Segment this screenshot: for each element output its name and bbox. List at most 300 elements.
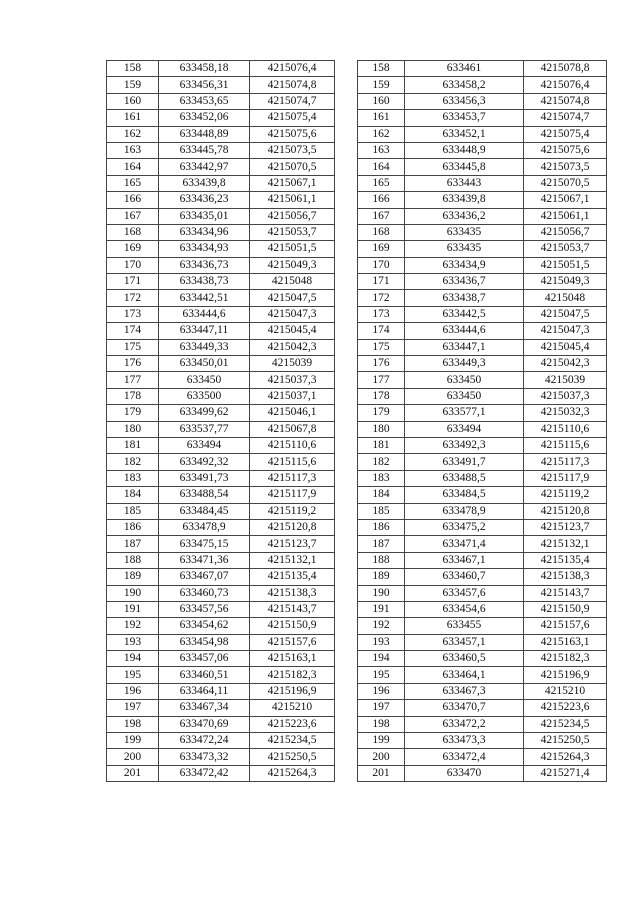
point-number-cell: 173: [358, 306, 405, 322]
x-coordinate-cell: 633491,73: [159, 470, 250, 486]
x-coordinate-cell: 633436,2: [405, 208, 524, 224]
table-row: [107, 241, 335, 257]
table-row: [358, 470, 607, 486]
y-coordinate-cell: 4215075,4: [250, 110, 335, 126]
x-coordinate-cell: 633467,07: [159, 569, 250, 585]
table-row: [107, 683, 335, 699]
table-row: [358, 552, 607, 568]
y-coordinate-cell: 4215053,7: [250, 224, 335, 240]
x-coordinate-cell: 633460,73: [159, 585, 250, 601]
point-number-cell: 201: [358, 765, 405, 781]
y-coordinate-cell: 4215157,6: [250, 634, 335, 650]
table-row: [107, 142, 335, 158]
table-row: [107, 290, 335, 306]
y-coordinate-cell: 4215074,8: [524, 93, 607, 109]
point-number-cell: 187: [107, 536, 159, 552]
y-coordinate-cell: 4215210: [250, 700, 335, 716]
table-row: [107, 306, 335, 322]
point-number-cell: 198: [107, 716, 159, 732]
y-coordinate-cell: 4215110,6: [524, 421, 607, 437]
y-coordinate-cell: 4215046,1: [250, 405, 335, 421]
y-coordinate-cell: 4215048: [524, 290, 607, 306]
x-coordinate-cell: 633443: [405, 175, 524, 191]
y-coordinate-cell: 4215117,9: [524, 470, 607, 486]
point-number-cell: 178: [107, 388, 159, 404]
table-row: [107, 765, 335, 781]
y-coordinate-cell: 4215047,3: [250, 306, 335, 322]
table-row: [107, 388, 335, 404]
x-coordinate-cell: 633447,1: [405, 339, 524, 355]
table-body: [358, 61, 607, 782]
x-coordinate-cell: 633438,73: [159, 274, 250, 290]
y-coordinate-cell: 4215039: [250, 356, 335, 372]
x-coordinate-cell: 633470: [405, 765, 524, 781]
point-number-cell: 173: [107, 306, 159, 322]
point-number-cell: 194: [107, 651, 159, 667]
table-row: [107, 519, 335, 535]
point-number-cell: 195: [358, 667, 405, 683]
x-coordinate-cell: 633449,3: [405, 356, 524, 372]
y-coordinate-cell: 4215032,3: [524, 405, 607, 421]
x-coordinate-cell: 633458,18: [159, 61, 250, 77]
table-row: [358, 306, 607, 322]
x-coordinate-cell: 633450: [405, 388, 524, 404]
table-row: [358, 241, 607, 257]
table-row: [107, 61, 335, 77]
point-number-cell: 161: [358, 110, 405, 126]
x-coordinate-cell: 633492,32: [159, 454, 250, 470]
x-coordinate-cell: 633436,73: [159, 257, 250, 273]
point-number-cell: 160: [107, 93, 159, 109]
table-row: [107, 339, 335, 355]
y-coordinate-cell: 4215075,4: [524, 126, 607, 142]
y-coordinate-cell: 4215045,4: [524, 339, 607, 355]
point-number-cell: 193: [358, 634, 405, 650]
table-row: [107, 454, 335, 470]
y-coordinate-cell: 4215117,3: [250, 470, 335, 486]
table-row: [107, 77, 335, 93]
point-number-cell: 190: [107, 585, 159, 601]
x-coordinate-cell: 633577,1: [405, 405, 524, 421]
point-number-cell: 168: [358, 224, 405, 240]
point-number-cell: 199: [107, 733, 159, 749]
x-coordinate-cell: 633442,97: [159, 159, 250, 175]
point-number-cell: 164: [107, 159, 159, 175]
table-row: [358, 323, 607, 339]
x-coordinate-cell: 633470,7: [405, 700, 524, 716]
y-coordinate-cell: 4215234,5: [524, 716, 607, 732]
point-number-cell: 181: [107, 437, 159, 453]
y-coordinate-cell: 4215110,6: [250, 437, 335, 453]
y-coordinate-cell: 4215067,1: [524, 192, 607, 208]
table-row: [358, 208, 607, 224]
point-number-cell: 182: [107, 454, 159, 470]
x-coordinate-cell: 633436,23: [159, 192, 250, 208]
y-coordinate-cell: 4215196,9: [250, 683, 335, 699]
x-coordinate-cell: 633537,77: [159, 421, 250, 437]
table-row: [358, 290, 607, 306]
table-row: [358, 716, 607, 732]
point-number-cell: 158: [107, 61, 159, 77]
y-coordinate-cell: 4215037,3: [250, 372, 335, 388]
table-row: [107, 700, 335, 716]
y-coordinate-cell: 4215076,4: [524, 77, 607, 93]
x-coordinate-cell: 633444,6: [405, 323, 524, 339]
y-coordinate-cell: 4215051,5: [250, 241, 335, 257]
x-coordinate-cell: 633457,56: [159, 601, 250, 617]
point-number-cell: 194: [358, 651, 405, 667]
x-coordinate-cell: 633435: [405, 241, 524, 257]
table-row: [358, 487, 607, 503]
table-row: [107, 470, 335, 486]
point-number-cell: 191: [358, 601, 405, 617]
point-number-cell: 167: [107, 208, 159, 224]
table-row: [107, 601, 335, 617]
table-row: [358, 733, 607, 749]
x-coordinate-cell: 633492,3: [405, 437, 524, 453]
table-row: [358, 77, 607, 93]
x-coordinate-cell: 633467,1: [405, 552, 524, 568]
x-coordinate-cell: 633473,32: [159, 749, 250, 765]
point-number-cell: 170: [358, 257, 405, 273]
point-number-cell: 171: [358, 274, 405, 290]
y-coordinate-cell: 4215049,3: [524, 274, 607, 290]
y-coordinate-cell: 4215234,5: [250, 733, 335, 749]
table-row: [107, 651, 335, 667]
y-coordinate-cell: 4215037,3: [524, 388, 607, 404]
point-number-cell: 175: [358, 339, 405, 355]
table-row: [358, 667, 607, 683]
table-row: [358, 585, 607, 601]
table-row: [107, 634, 335, 650]
y-coordinate-cell: 4215078,8: [524, 61, 607, 77]
point-number-cell: 192: [358, 618, 405, 634]
x-coordinate-cell: 633435: [405, 224, 524, 240]
x-coordinate-cell: 633452,06: [159, 110, 250, 126]
table-row: [107, 126, 335, 142]
point-number-cell: 168: [107, 224, 159, 240]
point-number-cell: 160: [358, 93, 405, 109]
x-coordinate-cell: 633434,96: [159, 224, 250, 240]
table-row: [358, 634, 607, 650]
point-number-cell: 191: [107, 601, 159, 617]
point-number-cell: 166: [107, 192, 159, 208]
y-coordinate-cell: 4215047,5: [250, 290, 335, 306]
point-number-cell: 169: [107, 241, 159, 257]
point-number-cell: 162: [358, 126, 405, 142]
table-row: [358, 175, 607, 191]
table-row: [107, 716, 335, 732]
table-row: [358, 601, 607, 617]
point-number-cell: 201: [107, 765, 159, 781]
y-coordinate-cell: 4215223,6: [524, 700, 607, 716]
x-coordinate-cell: 633472,24: [159, 733, 250, 749]
x-coordinate-cell: 633439,8: [159, 175, 250, 191]
x-coordinate-cell: 633453,65: [159, 93, 250, 109]
point-number-cell: 174: [358, 323, 405, 339]
y-coordinate-cell: 4215073,5: [524, 159, 607, 175]
y-coordinate-cell: 4215070,5: [524, 175, 607, 191]
table-row: [358, 192, 607, 208]
y-coordinate-cell: 4215123,7: [250, 536, 335, 552]
x-coordinate-cell: 633439,8: [405, 192, 524, 208]
x-coordinate-cell: 633452,1: [405, 126, 524, 142]
x-coordinate-cell: 633488,54: [159, 487, 250, 503]
y-coordinate-cell: 4215039: [524, 372, 607, 388]
y-coordinate-cell: 4215143,7: [250, 601, 335, 617]
x-coordinate-cell: 633457,1: [405, 634, 524, 650]
table-row: [107, 585, 335, 601]
y-coordinate-cell: 4215163,1: [524, 634, 607, 650]
x-coordinate-cell: 633478,9: [405, 503, 524, 519]
y-coordinate-cell: 4215250,5: [250, 749, 335, 765]
x-coordinate-cell: 633449,33: [159, 339, 250, 355]
point-number-cell: 179: [107, 405, 159, 421]
y-coordinate-cell: 4215075,6: [250, 126, 335, 142]
y-coordinate-cell: 4215042,3: [250, 339, 335, 355]
point-number-cell: 192: [107, 618, 159, 634]
point-number-cell: 186: [107, 519, 159, 535]
x-coordinate-cell: 633442,51: [159, 290, 250, 306]
table-row: [358, 700, 607, 716]
table-row: [107, 405, 335, 421]
point-number-cell: 197: [358, 700, 405, 716]
y-coordinate-cell: 4215061,1: [524, 208, 607, 224]
y-coordinate-cell: 4215047,3: [524, 323, 607, 339]
point-number-cell: 176: [358, 356, 405, 372]
point-number-cell: 200: [107, 749, 159, 765]
table-row: [358, 651, 607, 667]
y-coordinate-cell: 4215150,9: [250, 618, 335, 634]
x-coordinate-cell: 633467,34: [159, 700, 250, 716]
y-coordinate-cell: 4215135,4: [524, 552, 607, 568]
point-number-cell: 184: [358, 487, 405, 503]
x-coordinate-cell: 633471,36: [159, 552, 250, 568]
x-coordinate-cell: 633488,5: [405, 470, 524, 486]
point-number-cell: 182: [358, 454, 405, 470]
table-row: [107, 372, 335, 388]
table-row: [358, 569, 607, 585]
x-coordinate-cell: 633471,4: [405, 536, 524, 552]
y-coordinate-cell: 4215157,6: [524, 618, 607, 634]
y-coordinate-cell: 4215250,5: [524, 733, 607, 749]
y-coordinate-cell: 4215119,2: [250, 503, 335, 519]
x-coordinate-cell: 633447,11: [159, 323, 250, 339]
y-coordinate-cell: 4215042,3: [524, 356, 607, 372]
y-coordinate-cell: 4215143,7: [524, 585, 607, 601]
x-coordinate-cell: 633444,6: [159, 306, 250, 322]
table-row: [107, 569, 335, 585]
x-coordinate-cell: 633450,01: [159, 356, 250, 372]
point-number-cell: 196: [358, 683, 405, 699]
table-row: [358, 372, 607, 388]
point-number-cell: 185: [358, 503, 405, 519]
point-number-cell: 164: [358, 159, 405, 175]
point-number-cell: 169: [358, 241, 405, 257]
point-number-cell: 172: [358, 290, 405, 306]
x-coordinate-cell: 633484,5: [405, 487, 524, 503]
point-number-cell: 177: [358, 372, 405, 388]
table-row: [107, 110, 335, 126]
y-coordinate-cell: 4215070,5: [250, 159, 335, 175]
x-coordinate-cell: 633454,98: [159, 634, 250, 650]
y-coordinate-cell: 4215115,6: [250, 454, 335, 470]
table-row: [107, 749, 335, 765]
x-coordinate-cell: 633445,78: [159, 142, 250, 158]
y-coordinate-cell: 4215120,8: [524, 503, 607, 519]
y-coordinate-cell: 4215074,7: [524, 110, 607, 126]
point-number-cell: 180: [107, 421, 159, 437]
y-coordinate-cell: 4215076,4: [250, 61, 335, 77]
table-row: [107, 487, 335, 503]
y-coordinate-cell: 4215150,9: [524, 601, 607, 617]
table-row: [107, 257, 335, 273]
table-row: [107, 159, 335, 175]
x-coordinate-cell: 633475,2: [405, 519, 524, 535]
x-coordinate-cell: 633464,1: [405, 667, 524, 683]
point-number-cell: 176: [107, 356, 159, 372]
x-coordinate-cell: 633445,8: [405, 159, 524, 175]
y-coordinate-cell: 4215182,3: [524, 651, 607, 667]
y-coordinate-cell: 4215047,5: [524, 306, 607, 322]
y-coordinate-cell: 4215074,8: [250, 77, 335, 93]
y-coordinate-cell: 4215210: [524, 683, 607, 699]
point-number-cell: 165: [358, 175, 405, 191]
x-coordinate-cell: 633454,6: [405, 601, 524, 617]
y-coordinate-cell: 4215056,7: [250, 208, 335, 224]
coordinate-table-left: [106, 60, 335, 782]
table-row: [358, 126, 607, 142]
x-coordinate-cell: 633494: [159, 437, 250, 453]
point-number-cell: 174: [107, 323, 159, 339]
x-coordinate-cell: 633450: [159, 372, 250, 388]
y-coordinate-cell: 4215073,5: [250, 142, 335, 158]
y-coordinate-cell: 4215049,3: [250, 257, 335, 273]
table-row: [107, 421, 335, 437]
point-number-cell: 184: [107, 487, 159, 503]
point-number-cell: 163: [358, 142, 405, 158]
x-coordinate-cell: 633499,62: [159, 405, 250, 421]
table-row: [107, 437, 335, 453]
y-coordinate-cell: 4215061,1: [250, 192, 335, 208]
point-number-cell: 166: [358, 192, 405, 208]
point-number-cell: 197: [107, 700, 159, 716]
table-row: [358, 749, 607, 765]
table-row: [358, 519, 607, 535]
table-row: [107, 192, 335, 208]
table-row: [107, 618, 335, 634]
point-number-cell: 159: [358, 77, 405, 93]
y-coordinate-cell: 4215053,7: [524, 241, 607, 257]
x-coordinate-cell: 633458,2: [405, 77, 524, 93]
y-coordinate-cell: 4215045,4: [250, 323, 335, 339]
x-coordinate-cell: 633494: [405, 421, 524, 437]
table-row: [107, 733, 335, 749]
table-row: [107, 503, 335, 519]
x-coordinate-cell: 633491,7: [405, 454, 524, 470]
x-coordinate-cell: 633448,89: [159, 126, 250, 142]
table-row: [107, 224, 335, 240]
x-coordinate-cell: 633434,93: [159, 241, 250, 257]
y-coordinate-cell: 4215264,3: [524, 749, 607, 765]
point-number-cell: 167: [358, 208, 405, 224]
coordinate-table-right: [357, 60, 607, 782]
x-coordinate-cell: 633453,7: [405, 110, 524, 126]
y-coordinate-cell: 4215067,8: [250, 421, 335, 437]
point-number-cell: 171: [107, 274, 159, 290]
table-row: [358, 93, 607, 109]
x-coordinate-cell: 633500: [159, 388, 250, 404]
table-row: [358, 110, 607, 126]
point-number-cell: 158: [358, 61, 405, 77]
point-number-cell: 189: [358, 569, 405, 585]
y-coordinate-cell: 4215067,1: [250, 175, 335, 191]
point-number-cell: 187: [358, 536, 405, 552]
y-coordinate-cell: 4215075,6: [524, 142, 607, 158]
point-number-cell: 190: [358, 585, 405, 601]
y-coordinate-cell: 4215132,1: [524, 536, 607, 552]
y-coordinate-cell: 4215135,4: [250, 569, 335, 585]
point-number-cell: 183: [107, 470, 159, 486]
point-number-cell: 165: [107, 175, 159, 191]
y-coordinate-cell: 4215271,4: [524, 765, 607, 781]
table-row: [358, 257, 607, 273]
y-coordinate-cell: 4215117,3: [524, 454, 607, 470]
x-coordinate-cell: 633442,5: [405, 306, 524, 322]
x-coordinate-cell: 633455: [405, 618, 524, 634]
x-coordinate-cell: 633473,3: [405, 733, 524, 749]
y-coordinate-cell: 4215182,3: [250, 667, 335, 683]
x-coordinate-cell: 633460,51: [159, 667, 250, 683]
table-row: [358, 61, 607, 77]
table-row: [358, 224, 607, 240]
x-coordinate-cell: 633472,2: [405, 716, 524, 732]
table-row: [107, 667, 335, 683]
y-coordinate-cell: 4215056,7: [524, 224, 607, 240]
x-coordinate-cell: 633454,62: [159, 618, 250, 634]
table-row: [358, 454, 607, 470]
x-coordinate-cell: 633461: [405, 61, 524, 77]
y-coordinate-cell: 4215163,1: [250, 651, 335, 667]
table-row: [358, 618, 607, 634]
point-number-cell: 186: [358, 519, 405, 535]
x-coordinate-cell: 633436,7: [405, 274, 524, 290]
table-row: [358, 142, 607, 158]
y-coordinate-cell: 4215264,3: [250, 765, 335, 781]
x-coordinate-cell: 633435,01: [159, 208, 250, 224]
x-coordinate-cell: 633464,11: [159, 683, 250, 699]
y-coordinate-cell: 4215138,3: [250, 585, 335, 601]
table-row: [358, 356, 607, 372]
y-coordinate-cell: 4215117,9: [250, 487, 335, 503]
y-coordinate-cell: 4215196,9: [524, 667, 607, 683]
point-number-cell: 183: [358, 470, 405, 486]
table-row: [107, 93, 335, 109]
point-number-cell: 178: [358, 388, 405, 404]
table-row: [358, 339, 607, 355]
point-number-cell: 188: [358, 552, 405, 568]
x-coordinate-cell: 633457,6: [405, 585, 524, 601]
table-row: [358, 274, 607, 290]
x-coordinate-cell: 633472,42: [159, 765, 250, 781]
x-coordinate-cell: 633460,7: [405, 569, 524, 585]
table-row: [358, 765, 607, 781]
point-number-cell: 200: [358, 749, 405, 765]
table-row: [358, 405, 607, 421]
point-number-cell: 161: [107, 110, 159, 126]
table-row: [358, 683, 607, 699]
table-row: [107, 323, 335, 339]
